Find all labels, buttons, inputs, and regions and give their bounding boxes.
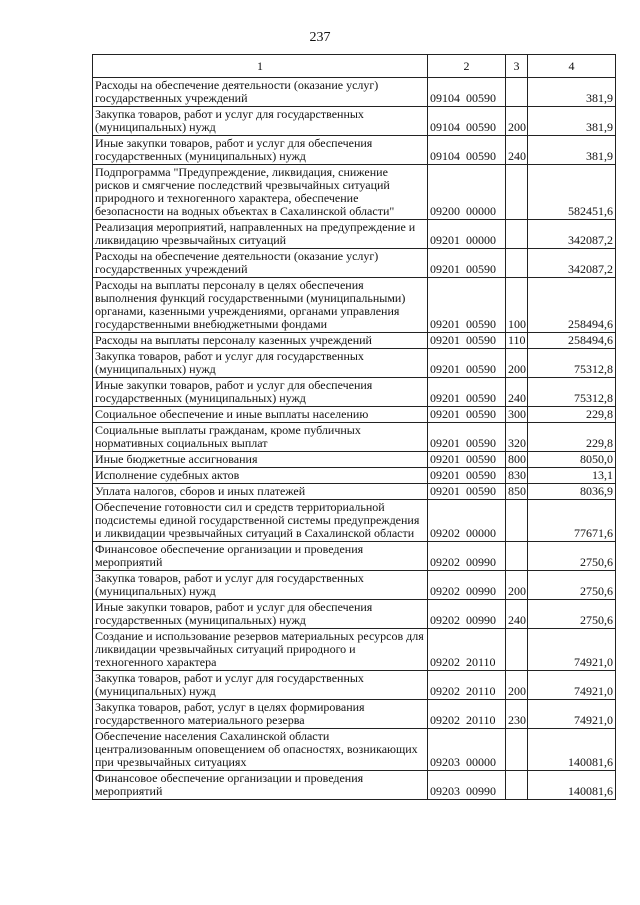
table-row: [93, 333, 616, 349]
table-body: [93, 78, 616, 800]
table-row: [93, 423, 616, 452]
row-code: 09201 00590: [428, 249, 506, 278]
row-name: Закупка товаров, работ и услуг для государственных (муниципальных) нужд: [93, 571, 428, 600]
row-name: Расходы на выплаты персоналу казенных учреждений: [93, 333, 428, 349]
row-amount: 8036,9: [528, 484, 616, 500]
row-name: Закупка товаров, работ, услуг в целях формирования государственного материального резерва: [93, 700, 428, 729]
row-code: 09202 20110: [428, 700, 506, 729]
row-expense-type: 200: [506, 349, 528, 378]
table-row: [93, 136, 616, 165]
table-row: [93, 600, 616, 629]
row-expense-type: 200: [506, 107, 528, 136]
table-row: [93, 629, 616, 671]
row-name: Реализация мероприятий, направленных на предупреждение и ликвидацию чрезвычайных ситуаций: [93, 220, 428, 249]
row-amount: 2750,6: [528, 542, 616, 571]
row-amount: 75312,8: [528, 378, 616, 407]
row-expense-type: [506, 78, 528, 107]
table-row: [93, 165, 616, 220]
row-name: Закупка товаров, работ и услуг для государственных (муниципальных) нужд: [93, 671, 428, 700]
table-row: [93, 468, 616, 484]
row-expense-type: 110: [506, 333, 528, 349]
row-expense-type: 830: [506, 468, 528, 484]
row-code: 09201 00590: [428, 407, 506, 423]
column-header-4: 4: [528, 55, 616, 78]
row-code: 09202 00990: [428, 542, 506, 571]
row-amount: 140081,6: [528, 729, 616, 771]
row-amount: 381,9: [528, 107, 616, 136]
row-name: Финансовое обеспечение организации и проведения мероприятий: [93, 542, 428, 571]
row-amount: 582451,6: [528, 165, 616, 220]
row-code: 09201 00590: [428, 452, 506, 468]
row-amount: 74921,0: [528, 671, 616, 700]
row-code: 09201 00000: [428, 220, 506, 249]
row-name: Иные закупки товаров, работ и услуг для обеспечения государственных (муниципальных) нужд: [93, 378, 428, 407]
row-name: Уплата налогов, сборов и иных платежей: [93, 484, 428, 500]
table-row: [93, 407, 616, 423]
budget-table: [92, 54, 616, 800]
row-name: Социальные выплаты гражданам, кроме публичных нормативных социальных выплат: [93, 423, 428, 452]
table-row: [93, 78, 616, 107]
row-amount: 140081,6: [528, 771, 616, 800]
table-row: [93, 378, 616, 407]
row-code: 09201 00590: [428, 484, 506, 500]
row-amount: 229,8: [528, 423, 616, 452]
row-expense-type: [506, 500, 528, 542]
row-code: 09201 00590: [428, 468, 506, 484]
table-row: [93, 452, 616, 468]
row-name: Расходы на обеспечение деятельности (оказание услуг) государственных учреждений: [93, 78, 428, 107]
row-amount: 13,1: [528, 468, 616, 484]
table-row: [93, 249, 616, 278]
row-amount: 2750,6: [528, 600, 616, 629]
row-amount: 342087,2: [528, 249, 616, 278]
row-code: 09201 00590: [428, 423, 506, 452]
row-amount: 381,9: [528, 136, 616, 165]
row-code: 09201 00590: [428, 378, 506, 407]
table-row: [93, 542, 616, 571]
row-amount: 8050,0: [528, 452, 616, 468]
column-header-3: 3: [506, 55, 528, 78]
row-amount: 229,8: [528, 407, 616, 423]
row-expense-type: [506, 629, 528, 671]
row-expense-type: [506, 165, 528, 220]
row-name: Закупка товаров, работ и услуг для государственных (муниципальных) нужд: [93, 349, 428, 378]
page-number: 237: [309, 30, 331, 45]
row-expense-type: 320: [506, 423, 528, 452]
row-expense-type: [506, 249, 528, 278]
row-name: Социальное обеспечение и иные выплаты населению: [93, 407, 428, 423]
row-code: 09202 00000: [428, 500, 506, 542]
row-amount: 258494,6: [528, 333, 616, 349]
row-code: 09201 00590: [428, 278, 506, 333]
table-row: [93, 700, 616, 729]
table-row: [93, 729, 616, 771]
row-code: 09202 00990: [428, 571, 506, 600]
row-code: 09104 00590: [428, 107, 506, 136]
row-expense-type: 200: [506, 571, 528, 600]
row-code: 09200 00000: [428, 165, 506, 220]
row-amount: 381,9: [528, 78, 616, 107]
header-row: [93, 55, 616, 78]
row-amount: 2750,6: [528, 571, 616, 600]
row-expense-type: 800: [506, 452, 528, 468]
row-amount: 77671,6: [528, 500, 616, 542]
column-header-1: 1: [93, 55, 428, 78]
table-row: [93, 484, 616, 500]
row-name: Иные закупки товаров, работ и услуг для обеспечения государственных (муниципальных) нужд: [93, 600, 428, 629]
row-name: Обеспечение готовности сил и средств территориальной подсистемы единой государственной системы предупреждения и ликвидации чрезвычайных ситуаций в Сахалинской области: [93, 500, 428, 542]
row-amount: 258494,6: [528, 278, 616, 333]
row-expense-type: 230: [506, 700, 528, 729]
row-expense-type: 240: [506, 378, 528, 407]
table-row: [93, 278, 616, 333]
table-row: [93, 349, 616, 378]
row-expense-type: 300: [506, 407, 528, 423]
row-name: Создание и использование резервов материальных ресурсов для ликвидации чрезвычайных ситуаций природного и техногенного характера: [93, 629, 428, 671]
row-expense-type: 240: [506, 136, 528, 165]
row-amount: 74921,0: [528, 700, 616, 729]
row-expense-type: [506, 542, 528, 571]
row-code: 09203 00000: [428, 729, 506, 771]
row-expense-type: 200: [506, 671, 528, 700]
row-expense-type: [506, 729, 528, 771]
row-amount: 74921,0: [528, 629, 616, 671]
row-code: 09202 00990: [428, 600, 506, 629]
row-expense-type: [506, 771, 528, 800]
table-row: [93, 771, 616, 800]
table-row: [93, 500, 616, 542]
row-code: 09104 00590: [428, 78, 506, 107]
row-name: Подпрограмма "Предупреждение, ликвидация, снижение рисков и смягчение последствий чрезвычайных ситуаций природного и техногенного характера, обеспечение безопасности на водных объектах в Сахалинской области": [93, 165, 428, 220]
row-name: Расходы на обеспечение деятельности (оказание услуг) государственных учреждений: [93, 249, 428, 278]
row-code: 09202 20110: [428, 671, 506, 700]
row-code: 09104 00590: [428, 136, 506, 165]
row-name: Финансовое обеспечение организации и проведения мероприятий: [93, 771, 428, 800]
row-code: 09202 20110: [428, 629, 506, 671]
table-row: [93, 220, 616, 249]
row-expense-type: 100: [506, 278, 528, 333]
row-code: 09201 00590: [428, 333, 506, 349]
row-name: Обеспечение населения Сахалинской области централизованным оповещением об опасностях, возникающих при чрезвычайных ситуациях: [93, 729, 428, 771]
row-amount: 342087,2: [528, 220, 616, 249]
table-row: [93, 107, 616, 136]
row-name: Иные закупки товаров, работ и услуг для обеспечения государственных (муниципальных) нужд: [93, 136, 428, 165]
table-row: [93, 671, 616, 700]
row-expense-type: [506, 220, 528, 249]
row-expense-type: 240: [506, 600, 528, 629]
table-row: [93, 571, 616, 600]
row-code: 09201 00590: [428, 349, 506, 378]
row-name: Закупка товаров, работ и услуг для государственных (муниципальных) нужд: [93, 107, 428, 136]
row-name: Расходы на выплаты персоналу в целях обеспечения выполнения функций государственными (муниципальными) органами, казенными учреждениями, органами управления государственными внебюджетными фондами: [93, 278, 428, 333]
column-header-2: 2: [428, 55, 506, 78]
row-expense-type: 850: [506, 484, 528, 500]
row-code: 09203 00990: [428, 771, 506, 800]
row-name: Исполнение судебных актов: [93, 468, 428, 484]
row-name: Иные бюджетные ассигнования: [93, 452, 428, 468]
row-amount: 75312,8: [528, 349, 616, 378]
